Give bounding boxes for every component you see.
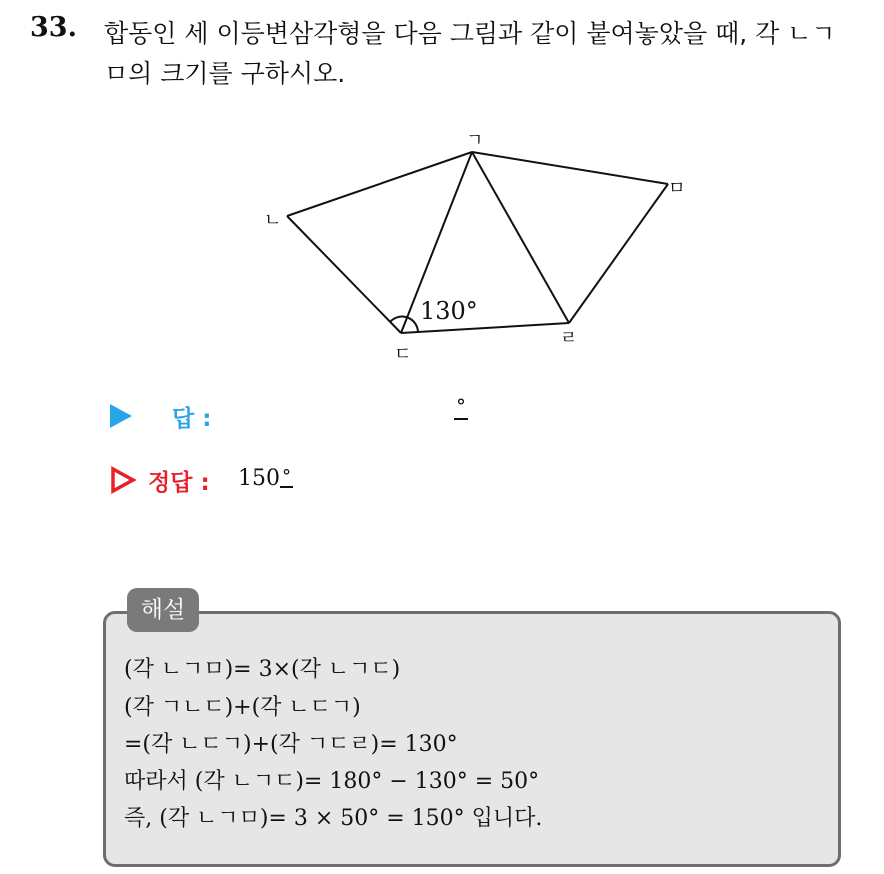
explanation-line-1: (각 ㄴㄱㅁ)= 3×(각 ㄴㄱㄷ) <box>124 657 401 682</box>
edge-giyeok-rieul <box>472 152 569 323</box>
question-number: 33. <box>30 12 77 43</box>
edge-giyeok-nieun <box>287 152 472 216</box>
outline-triangle-icon <box>110 466 136 494</box>
triangles-diagram <box>240 124 700 360</box>
edge-giyeok-mieum <box>472 152 668 184</box>
explanation-line-5: 즉, (각 ㄴㄱㅁ)= 3 × 50° = 150° 입니다. <box>124 806 543 831</box>
geometry-figure <box>240 124 700 360</box>
vertex-label-digeut: ㄷ <box>394 344 412 360</box>
edge-nieun-digeut <box>287 216 401 333</box>
answer-unit: ° <box>456 394 466 418</box>
question-text-line-1: 합동인 세 이등변삼각형을 다음 그림과 같이 붙여놓았을 때, 각 ㄴㄱ <box>104 19 836 48</box>
correct-answer <box>238 466 293 491</box>
correct-answer-row <box>110 462 530 502</box>
vertex-label-rieul: ㄹ <box>560 328 578 349</box>
correct-answer-label: 정답 : <box>148 470 210 496</box>
explanation-line-2: (각 ㄱㄴㄷ)+(각 ㄴㄷㄱ) <box>124 695 361 720</box>
play-triangle-icon <box>110 404 132 428</box>
answer-label: 답 : <box>172 406 212 432</box>
correct-answer-unit: ° <box>282 466 291 487</box>
answer-blank[interactable] <box>454 394 468 420</box>
explanation-line-3: =(각 ㄴㄷㄱ)+(각 ㄱㄷㄹ)= 130° <box>124 732 458 757</box>
correct-answer-value: 150 <box>238 466 280 491</box>
answer-row <box>110 394 530 436</box>
vertex-label-giyeok: ㄱ <box>466 130 484 151</box>
explanation-line-4: 따라서 (각 ㄴㄱㄷ)= 180° − 130° = 50° <box>124 769 540 794</box>
edge-rieul-mieum <box>569 184 668 323</box>
vertex-label-mieum: ㅁ <box>668 178 686 199</box>
explanation-tab: 해설 <box>127 588 199 632</box>
question-text-line-2: ㅁ의 크기를 구하시오. <box>104 59 346 88</box>
angle-label: 130° <box>420 297 478 325</box>
vertex-label-nieun: ㄴ <box>264 210 282 231</box>
